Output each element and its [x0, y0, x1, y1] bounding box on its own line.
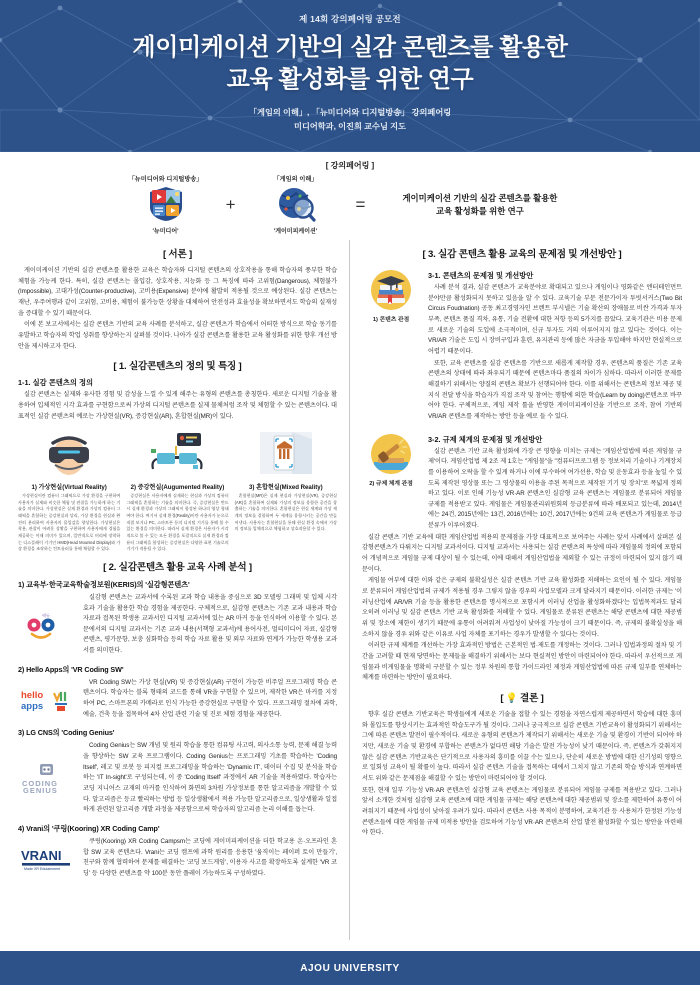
- pairing-equals-operator: =: [355, 194, 366, 214]
- reality-type-vr-body: 가상현실이란 컴퓨터 그래픽으로 가상 환경을 구현하여 사용자가 실제와 비슷한 체험 및 관찰을 가능하게 하는 기술을 의미한다. 가상현실은 실제 환경과 가상의 컴퓨터 그래픽을 혼합하는 증강현실과 달리, 가상 환경을 현실과 완전히 분리하여 사용자의 몰입감을 향상한다. 가상현실은 착용, 관찰이 어려운 상황을 구현하여 사용자에게 경험을 제공하는 이때 의미가 있으며, 일반적으로 머리에 장착하는 디스플레이 기기인 HMD(Head Mounted Display)와 가상 환경을 조작하는 컨트롤러를 통해 체험할 수 있다.: [18, 493, 121, 552]
- left-column: [14, 240, 350, 940]
- poster-footer: [0, 951, 700, 985]
- section3-2-subheading: 3-2. 규제 체계의 문제점 및 개선방안: [428, 434, 543, 444]
- game-magnifier-icon: [248, 184, 344, 224]
- page-title-line1: 게이미케이션 기반의 실감 콘텐츠를 활용한: [132, 34, 568, 61]
- svg-text:hello: hello: [21, 689, 44, 701]
- case-2-row: [18, 678, 337, 722]
- intro-paragraph-1: 게이미케이션 기반의 실감 콘텐츠를 활용한 교육은 학습자와 디지털 콘텐츠의 상호작용을 통해 학습자의 풍부한 학습 체험을 가능케 한다. 특히, 실감 콘텐츠는 몰입감, 상호작용, 지능화 등 그 특징에 따라 고위험(Dangerous), 체험불가(Impossible), 고대가성(Counter-productive), 고비용(Expensive) 분야에 활발히 적용될 것으로 예상된다. 실감 콘텐츠는 재난, 우주여행과 같이 고위험, 고비용, 체험이 불가능한 상황을 대체하여 안전성과 효율성을 확보하면서도 학습의 실재성을 증대할 수 있기 때문이다.: [18, 267, 337, 317]
- ar-glasses-icon: [126, 427, 228, 479]
- case-1-row: [18, 593, 337, 658]
- vr-headset-icon: [18, 427, 120, 479]
- reality-type-mr-caption: 3) 혼합현실(Mixed Reality): [248, 484, 323, 492]
- section3-2-paragraph-4: 이러한 규제 체계를 개선하는 가장 효과적인 방법은 근본적인 법·제도를 개정하는 것이다. 그러나 입법과정의 절차 및 기간을 고려할 때 현재 당면하는 문제들을 해결하기 위해서는 보다 현실적인 방안이 마련되어야 한다. 따라서 우선적으로 게임물과 비게임물을 명확히 구분할 수 있는 정부 차원의 통합 가이드라인 제정과 게임산업법에 따른 규제 일부를 연체하는 체계를 마련하는 방안이 필요하다.: [362, 642, 682, 682]
- conclusion-title-suffix: ]: [540, 692, 544, 704]
- mr-device-icon: [235, 427, 337, 479]
- contest-label: 제 14회 강의페어링 공모전: [299, 14, 401, 24]
- svg-text:VRANI: VRANI: [21, 847, 62, 863]
- intro-section-title: [ 서론 ]: [162, 249, 193, 260]
- case-4-row: [18, 837, 337, 881]
- case-3-body: Coding Genius는 SW 개념 및 원리 학습을 통한 컴퓨팅 사고력, 의사소통 능력, 문제 해결 능력을 향상하는 SW 교육 프로그램이다. Coding Genius는 프로그래밍 기초를 학습하는 'Coding Itself', 레고 및 로봇 등 피지컬 프로그래밍을 학습하는 'Dynamic IT', 데이터 수집 및 분석을 학습하는 'IT In-sight'로 구성되는데, 이 중 'Coding Itself' 과정에서 AR 기술을 적용하였다. 학습자는 코딩 지니어스 교재의 마커를 인식하여 화면의 3차원 가상정보를 통한 알고리즘을 개발할 수 있다. 알고리즘은 등교 빨리하는 방법 등 일상생활에서 적용 가능한 알고리즘으로, 일상생활과 일접하게 관련된 알고리즘 개발 과정을 제공함으로써 학습자의 알고리즘 논리 이해를 돕는다.: [83, 742, 337, 814]
- section3-1-paragraph-1: 사례 분석 결과, 실감 콘텐츠가 교육분야로 확대되고 있으나 게임이나 영화같은 엔터테인먼트 분야만큼 활성화되지 못하고 있음을 알 수 있다. 교육기술 부문 전문가이자 투빗서커스(Two Bit Circus Foudnation) 공동 최고경영자인 브렌트 부시넬은 기술 확산의 장애물로 비싼 가격과 투자 부족, 콘텐츠 품질 격차, 유통, 기술 전환에 대한 저항 등의 5가지를 꼽았다. 교육기관은 비용 문제로 새로운 기술의 도입에 소극적이며, 신규 투자도 거의 이루어지지 않고 있다는 것이다. 이는 VR/AR 기술은 도입 시 장비구입과 훈련, 유지관리 등에 많은 자금을 투입해야 하지만 현실적으로 어렵기 때문이다.: [428, 284, 682, 355]
- right-column: [350, 240, 686, 940]
- pairing-right-caption: 「게임의 이해」: [273, 176, 318, 183]
- section1-title: [ 1. 실감콘텐츠의 정의 및 특징 ]: [113, 361, 242, 373]
- reality-type-ar: [126, 427, 228, 553]
- pairing-diagram: [0, 155, 700, 240]
- helloapps-logo: [18, 680, 76, 720]
- case-2-heading: 2) Hello Apps의 'VR Coding SW': [18, 664, 124, 674]
- lightbulb-icon: 💡: [505, 692, 518, 704]
- reality-types-row: [18, 427, 337, 553]
- pairing-result-line1: 게이미케이션 기반의 실감 콘텐츠를 활용한: [402, 193, 558, 204]
- pairing-right-keyword: '게이미피케이션': [273, 229, 318, 235]
- pairing-result-line2: 교육 활성화를 위한 연구: [435, 205, 524, 216]
- pairing-left-keyword: '뉴미디어': [152, 229, 179, 235]
- section3-1-subheading: 3-1. 콘텐츠의 문제점 및 개선방안: [428, 271, 534, 280]
- codinggenius-logo: [18, 759, 76, 799]
- conclusion-paragraph-2: 또한, 현재 일부 기능성 VR·AR 콘텐츠인 실감형 교육 콘텐츠는 게임물로 분류되어 게임물 규제를 적용받고 있다. 그러나 앞서 소개한 것처럼 실감형 교육 콘텐츠에 대한 게임물 규제는 해당 콘텐츠에 대한 제공범위 및 장소를 제한하여 유통이 어려워지기 때문에 사업성이 낮아질 우려가 있다. 따라서 콘텐츠 사용 목적이 분명하여, 교육기관 등 사용처가 한정된 기능성 콘텐츠들에 대한 게임물 규제 미적용 방안을 검토하여 기능성 VR·AR 콘텐츠의 산업 발전 활성화할 수 있는 방안을 마련해야 한다.: [362, 786, 682, 837]
- university-name: AJOU UNIVERSITY: [300, 962, 400, 974]
- case-1-heading: 1) 교육부·한국교육학술정보원(KERIS)의 '실감형콘텐츠': [18, 579, 190, 589]
- case-4-heading: 4) Vrani의 '쿠링(Kooring) XR Coding Camp': [18, 824, 160, 833]
- reality-type-ar-body: 증강현실은 사용자에게 실재하는 현실과 가상의 컴퓨터 그래픽을 혼합하는 기술을 의미한다. 즉, 증강현실은 반드시 실제 환경과 가상의 그래픽이 합성된 하나의 영상 형태여야 한다. 여기서 실제 환경(Reality)이란 사용자가 눈으로 직접 보거나 PC, 스마트폰 등의 디지털 기기를 통해 볼 수 있는 환경을 의미한다. 따라서 실제 환경은 사용자가 시각적으로 볼 수 있는 모든 환경을 포괄적으로 실제 환경과 컴퓨터 그래픽을 합성하는 증강현실은 다양한 표현 기술로의 기기가 적용될 수 있다.: [126, 493, 229, 552]
- section2-title: [ 2. 실감콘텐츠 활용 교육 사례 분석 ]: [103, 561, 252, 573]
- page-title: [0, 32, 700, 96]
- gavel-law-icon: [371, 434, 411, 474]
- section3-block-2: [362, 430, 682, 533]
- vrani-logo: [18, 839, 76, 879]
- poster-header: [0, 0, 700, 152]
- case-3-row: [18, 741, 337, 817]
- reality-type-vr: [18, 427, 120, 553]
- case-4-body: 쿠링(Kooring) XR Coding Campsm는 코딩에 게이미피케이션을 더한 학교용 온·오프라인 혼합 SW 교육 콘텐츠다. Vrani는 코딩 캠프에 과학 원리를 응용한 '움직이는 페이퍼 토이 만들기', 친구와 함께 협력하여 문제를 해결하는 '코딩 보드게임', 이용자 사고를 확장하도록 설계한 'VR 코딩' 등 다양한 콘텐츠를 약 100분 동안 플레이 가능하도록 구성하였다.: [83, 838, 337, 877]
- intro-paragraph-2: 이에 본 보고서에서는 실감 콘텐츠 기반의 교육 사례를 분석하고, 실감 콘텐츠가 학습에서 어떠한 방식으로 학습 동기를 유발하고 학습자의 학업 성취를 향상하는지 살펴볼 것이다. 나아가 실감 콘텐츠를 활용한 교육 활성화를 위한 향후 개선 방안을 제시하고자 한다.: [18, 321, 337, 350]
- reality-type-vr-caption: 1) 가상현실(Virtual Reality): [31, 484, 107, 492]
- section3-block-2-icon-wrap: [362, 430, 420, 487]
- conclusion-title-text: 결론: [520, 692, 539, 704]
- section1-subheading: 1-1. 실감 콘텐츠의 정의: [18, 378, 94, 388]
- pairing-diagram-title: [ 강의페어링 ]: [325, 161, 375, 170]
- section3-block-1-icon-wrap: [362, 266, 420, 323]
- section3-2-paragraph-3: 게임물 여부에 대한 이와 같은 규제의 불확실성은 실감 콘텐츠 기반 교육 활성화를 저해하는 요인이 될 수 있다. 게임물로 분류되어 게임산업법의 규제가 적용될 경우 그렇지 않을 경우의 사업모델과 크게 달라지기 때문이다. 이러한 규제는 '이러닝산업에 AR/VR 기술 등을 활용한 콘텐츠를 명시적으로 포함시켜 이러닝 산업을 활성화하겠다'는 입법목적과도 달리 오히려 이러닝 및 실감 콘텐츠 기반 교육 활성화를 저해할 수 있다. 게임물로 분류된 콘텐츠는 해당 콘텐츠에 대한 제공범위 및 장소에 제한이 생기기 때문에 유통이 어려워져 사업성이 낮아질 가능성이 크기 때문이다. 즉, 규제의 불확실성을 해소하지 않을 경우 위와 같은 이유로 사업 자체를 포기하는 경우가 발생할 수 있다는 것이다.: [362, 577, 682, 638]
- reality-type-mr-body: 혼합현실(MR)은 실제 현실과 가상현실(VR), 증강현실(AR)을 혼합하여 실제와 가상의 정보를 융합한 공간을 창출하는 기술을 의미한다. 혼합현실은 현실 세계와 가상 세계의 정보를 결합하여 두 세계를 융합시키는 공간을 만들어낸다. 사용자는 혼합현실을 통해 현실 환경 속에서 가상의 정보를 입체적으로 체험하고 상호작용할 수 있다.: [234, 493, 337, 532]
- poster-body: [0, 240, 700, 940]
- course-pairing-subtitle: 「게임의 이해」, 「뉴미디어와 디지털방송」 강의페어링: [248, 107, 452, 117]
- pairing-left-caption: 「뉴미디어와 디지털방송」: [128, 176, 203, 183]
- pairing-right-course: [248, 174, 344, 235]
- pairing-left-course: [118, 174, 214, 235]
- case-3-heading: 3) LG CNS의 'Coding Genius': [18, 728, 115, 738]
- pairing-result-title: [377, 192, 582, 216]
- section1-paragraph-1: 실감 콘텐츠는 실제와 유사한 경험 및 감성을 느낄 수 있게 해주는 유형의 콘텐츠를 총칭한다. 새로운 디지털 기술을 활용하여 입체적인 시각 효과를 구현함으로써 가상의 디지털 콘텐츠를 실제 물체처럼 조작 및 체험할 수 있는 콘텐츠이다. 대표적인 실감 콘텐츠의 예로는 가상현실(VR), 증강현실(AR), 혼합현실(MR)이 있다.: [18, 391, 337, 420]
- conclusion-paragraph-1: 향후 실감 콘텐츠 기반교육은 학생들에게 새로운 기술을 접할 수 있는 경험을 자연스럽게 제공하면서 학습에 대한 흥미와 몰입도를 향상시키는 효과적인 학습도구가 될 것이다. 그러나 궁극적으로 실감 콘텐츠 기반교육이 활성화되기 위해서는 그에 따른 콘텐츠 발전이 필수적이다. 새로운 유형의 콘텐츠가 제작되기 위해서는 새로운 기술 및 환경이 기반이 되어야 하지만, 새로운 기술 및 환경에 부합하는 콘텐츠가 없다면 해당 기술은 발전 가능성이 낮기 때문이다. 즉, 콘텐츠가 갖춰지지 않은 실감 콘텐츠 기반교육은 단기적으로 사용자의 흥미를 이끌 수는 있으나, 단순히 새로운 방법에 대한 신기성의 영향으로 일회성 교육이 될 확률이 높다. 따라서 실감 콘텐츠 기술을 접목하는 데에서 그치지 않고 기존의 학습 방식과 연계하면서도 위와 같은 문제점을 해결할 수 있는 방안이 마련되어야 할 것이다.: [362, 710, 682, 782]
- section3-block-1-icon-label: 1) 콘텐츠 관점: [372, 317, 410, 323]
- section3-2-paragraph-2: 실감 콘텐츠 기반 교육에 대한 게임산업법 적용의 문제점을 가장 대표적으로 보여주는 사례는 앞서 사례에서 살펴본 실감형콘텐츠가 다뤄지는 디지털 교과서이다. 디지털 교과서는 사용되는 실감 콘텐츠의 특성에 따라 게임물의 정의에 포함되어 개념적으로 게임물 규제 대상이 될 수 있는데, 이에 대해서 게임산업법을 제외할 수 있는 규정이 마련되어 있지 않기 때문이다.: [362, 533, 682, 573]
- reality-type-ar-caption: 2) 증강현실(Augumented Reality): [130, 484, 225, 492]
- section3-1-paragraph-2: 또한, 교육 콘텐츠를 실감 콘텐츠를 기반으로 새롭게 제작할 경우, 콘텐츠의 품질은 기존 교육 콘텐츠의 상태에 따라 좌우되기 때문에 콘텐츠마다 품질의 차이가 심하다. 따라서 이러한 문제를 해결하기 위해서는 양질의 콘텐츠 확보가 선행되어야 한다. 이를 위해서는 콘텐츠의 정보 제공 및 지식 전달 방식을 학습자가 직접 조작 및 참여는 행함에 의한 학습(Learn by doing)콘텐츠로 바꾸어야 한다. 구체적으로, 게임 제작 툴을 반영한 게이미피케이션을 기반으로 조작, 참여 기반의 VR/AR 콘텐츠를 제작하는 방안 등을 예로 들 수 있다.: [428, 359, 682, 420]
- page-title-line2: 교육 활성화를 위한 연구: [226, 65, 474, 93]
- case-1-body: 실감형 콘텐츠는 교과서에 수록된 교과 학습 내용을 중심으로 3D 모델링 그래픽 및 입체 시각 효과 기술을 활용한 학습 경험을 제공한다. 구체적으로, 실감형 콘텐츠는 기존 교과 내용과 학습 자료과 접목된 학생용 교과서인 디지털 교과서에 있는 AR 마커 등을 인식하여 이용할 수 있다. 본문에서의 디지털 교과서는 기존 교과 내용(서책형 교과서)에 용어사전, 멀티미디어 자료, 실감형 콘텐츠, 평가문항, 보충 심화학습 등의 학습 자료 활용 및 외부 자료와 연계가 가능한 학생용 교과서를 의미한다.: [83, 593, 337, 655]
- department-advisor-subtitle: 미디어학과, 이진희 교수님 지도: [294, 121, 406, 131]
- keris-logo: [18, 605, 76, 645]
- svg-text:GENIUS: GENIUS: [23, 786, 58, 796]
- pairing-plus-operator: +: [225, 194, 236, 214]
- reality-type-mr: [235, 427, 337, 553]
- svg-text:CODING: CODING: [22, 779, 58, 789]
- conclusion-title-prefix: [: [500, 692, 504, 704]
- section3-block-1: [362, 266, 682, 424]
- svg-text:에듀: 에듀: [42, 613, 50, 619]
- media-player-icon: [118, 184, 214, 224]
- books-graduation-icon: [371, 270, 411, 310]
- conclusion-title: [362, 690, 682, 704]
- svg-text:apps: apps: [21, 700, 44, 712]
- section3-block-2-icon-label: 2) 규제 체계 관점: [369, 480, 413, 487]
- section3-2-paragraph-1: 실감 콘텐츠 기반 교육 활성화에 가장 큰 영향을 미치는 규제는 '게임산업법에 따른 게임물 규제'이다. 게임산업법 제 2조 제 1호는 "게임물"을 "컴퓨터프로그램 등 정보처리 기술이나 기계장치를 이용하여 오락을 할 수 있게 하거나 이에 부수하여 여가선용, 학습 및 운동효과 등을 높일 수 있도록 제작된 영상물 또는 그 영상물의 이용을 주된 목적으로 제작된 기기 및 장치"로 폭넓게 정의하고 있다. 이로 인해 기능성 VR·AR 콘텐츠인 실감형 교육 콘텐츠는 게임물로 분류되어 게임물 규제를 적용받고 있다. 게임물은 게임물관리위원회의 등급분류에 따라 배포되고 있는데, 2014년에는 24건, 2015년에는 13건, 2016년에는 10건, 2017년에는 9건의 교육 콘텐츠가 게임물로 등급분류가 이루어졌다.: [428, 447, 682, 530]
- case-2-body: VR Coding SW는 가상 현실(VR) 및 증강현실(AR) 구현이 가능한 비주얼 프로그래밍 학습 콘텐츠이다. 학습자는 블록 형태의 코드를 통해 VR을 구현할 수 있으며, 제작한 VR은 마커를 지정하여 PC, 스마트폰의 카메라로 인식 가능한 증강현실로 구현할 수 있다. 프로그래밍 절차에 과학, 예술, 건축 등을 접목하여 4차 산업 관련 기술 및 진로 체험 경험을 제공한다.: [83, 678, 337, 718]
- svg-text:Made XR Edutainment: Made XR Edutainment: [24, 866, 61, 871]
- section3-title: [ 3. 실감 콘텐츠 활용 교육의 문제점 및 개선방안 ]: [422, 249, 622, 260]
